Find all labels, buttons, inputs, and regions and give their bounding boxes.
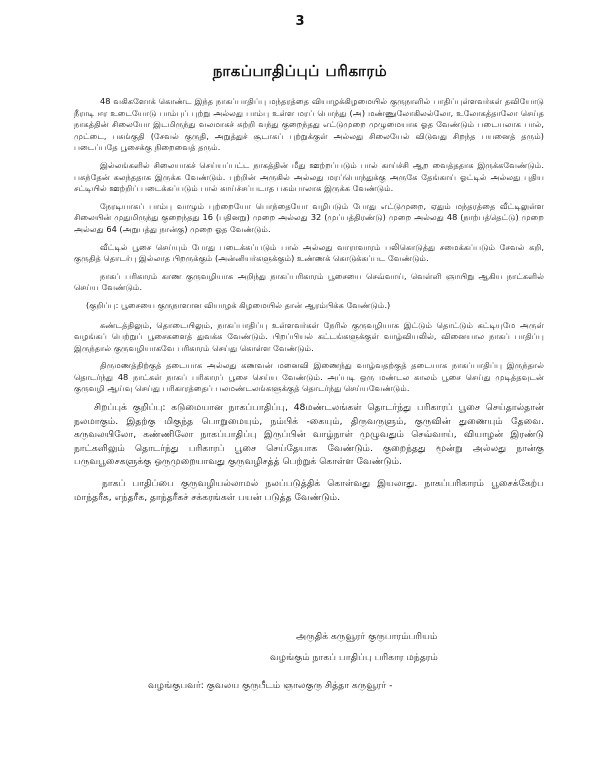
note-paragraph: (குறிப்பு: பூசையை குருநாளான வியாழக் கிழமையில் தான் ஆரம்பிக்க வேண்டும்.) [86,299,391,310]
page-number: 3 [295,14,305,29]
signature-line-1: அருதிக் கருவூரர் குருபாரம்பரியம் [296,631,438,642]
paragraph: 48 வகிகளோக் கொண்ட இந்த நாகப்பாதிப்பு மந்தரத்தை வியாழக்கிழமையில் குருநாளில் பாதிப்புள்ளவர்கள் தவியோடு நீராடி ஈர உடையோடு பாம்புப் புற்று அல்லது பாம்பு உள்ள மரப் பொந்து (அ) மண்ணுலோகிலல்லோ, உலோகத்தாலோ செய்த நாகத்தின் சிலையோ இடமிருந்து வலமாகச் சுற்றி வந்து குறைந்தது எட்டுமுறை முழுமையாக ஓத வேண்டும் படையலாக பால், முட்டை, பசுங்குதி (சேவல் குருதி, அறுத்துச் சூடாகப் புற்றுக்குள் அல்லது சிலையேல் விடுவது சிறந்த பயனைத் தரும்) படைப்பதே பூசைக்கு நிறைவைத் தரும். [74,96,544,153]
paragraph: நேரடியாகப் பாம்பு வாழும் புற்றையோ பொந்தையோ வழிபடும் போது எட்டுமுறை, ஏதும் மந்தரத்தை வீட்டிலுள்ள சிலையின் முதுமிருந்து குறைந்தது 16 (பதினறு) முறை அல்லது 32 (முப்பத்திரண்டு) முறை அல்லது 48 (நாற்பத்தெட்டு) முறை அல்லது 64 (அறுபத்து நான்கு) முறை ஓத வேண்டும். [74,200,544,234]
paragraph: நாகப் பரிகாரம் காண குருவழியாக அறிந்து நாகப்பரிகாரம் பூசையை செவ்வாய், வெள்ளி ஞாயிறு ஆகிய நாட்களில் செய்ய வேண்டும். [74,270,544,293]
paragraph: வீட்டில் பூசை செய்யும் போது படைக்கப்படும் பால் அல்லது வாராவாரம் பலிகொடுத்து சமைக்கப்படும் சேவல் கறி, குருதித் தொடர்பு இல்லாத பிறருக்கும் (அன்னியர்களுக்கும்) உண்ணக் கொடுக்கப்பட வேண்டும். [74,241,544,264]
paragraph: கண்டத்திலும், தொடையிலும், நாகப்பாதிப்பு உள்ளவர்கள் நேரில் குருவழியாக இட்டும் தொட்டும் கட்டியுமே அருள் வழங்கப் பெற்றுப் பூசைகளைத் துவக்க வேண்டும். பிறப்பியல் கட்டங்களுக்குள் வாழ்வியலில், வினையால நாகப் பாதிப்பு இருந்தால் குருவழியாகவே பரிகாரம் செய்து கொள்ள வேண்டும். [74,319,544,353]
paragraph: திருமணத்திற்குத் தடையாக அல்லது கணவன் மனைவி இணைந்து வாழ்வதற்குத் தடையாக நாகப்பாதிப்பு இருந்தால் தொடர்ந்து 48 நாட்கள் நாகப் பரிகாரப் பூசை செய்ய வேண்டும். அப்படி ஒரு மண்டல காலம் பூசை செய்து முடித்தவுடன் குருவழி ஆய்வு செய்து பரிகாரத்தைப் பலமண்டலங்களுக்குத் தொடர்ந்து செய்யவேண்டும். [74,360,544,394]
closing-paragraph: நாகப் பாதிப்பை குருவழியல்லாமல் நலப்படுத்திக் கொள்வது இயலாது. நாகப்பரிகாரம் பூசைக்கேற்ப மாந்தரீக, எந்தரீக, தாந்தரீகச் சக்கரங்கள் பயன் படுத்த வேண்டும். [74,478,544,503]
signature-line-2: வழங்கும் நாகப் பாதிப்பு பரிகார மந்தரம் [270,652,438,663]
special-note-paragraph: சிறப்புக் குறிப்பு: கடுமையான நாகப்பாதிப்பு, 48மண்டலங்கள் தொடர்ந்து பரிகாரப் பூசை செய்தால்தான் நலமாகும். இதற்கு மிகுந்த பொறுமையும், நம்பிக் -கையும், திருவருளும், குருவின் துணையும் தேவை. கருவலயிலோ, கண்ணிலோ நாகப்பாதிப்பு இருப்பின் வாழ்நாள் முழுவதும் செவ்வாய், வியாழன் இரண்டு நாட்களிலும் தொடர்ந்து பரிகாரப் பூசை செய்தேயாக வேண்டும். குறைந்தது மூன்று அல்லது நான்கு பருவபூசைகளுக்கு ஒருமுறையாவது குருவழிசத்த் பெற்றுக் கொள்ள வேண்டும். [74,402,544,468]
provider-line: வழங்குபவர்: குவலய குருபீடம் ஞாலகுரு சித்தா கருவூரர் - [148,680,393,691]
document-body [74,96,544,510]
page-title: நாகப்பாதிப்புப் பரிகாரம் [212,62,388,80]
paragraph: இல்லங்களில் சிலையாகச் செய்யப்பட்ட நாகத்தின் மீது ஊற்றப்படும் பால் காய்ச்சி ஆற வைத்ததாக இருக்கவேண்டும். பசுந்தேன் கலந்ததாக இருக்க வேண்டும். புற்றின் அருகில் அல்லது மரப்பொந்துக்கு அருகே தேங்காய் ஓட்டில் அல்லது புதிய சட்டியில் ஊற்றிப் படைக்கப்படும் பால் காய்ச்சப்படாத பசும்பாலாக இருக்க வேண்டும். [74,159,544,194]
